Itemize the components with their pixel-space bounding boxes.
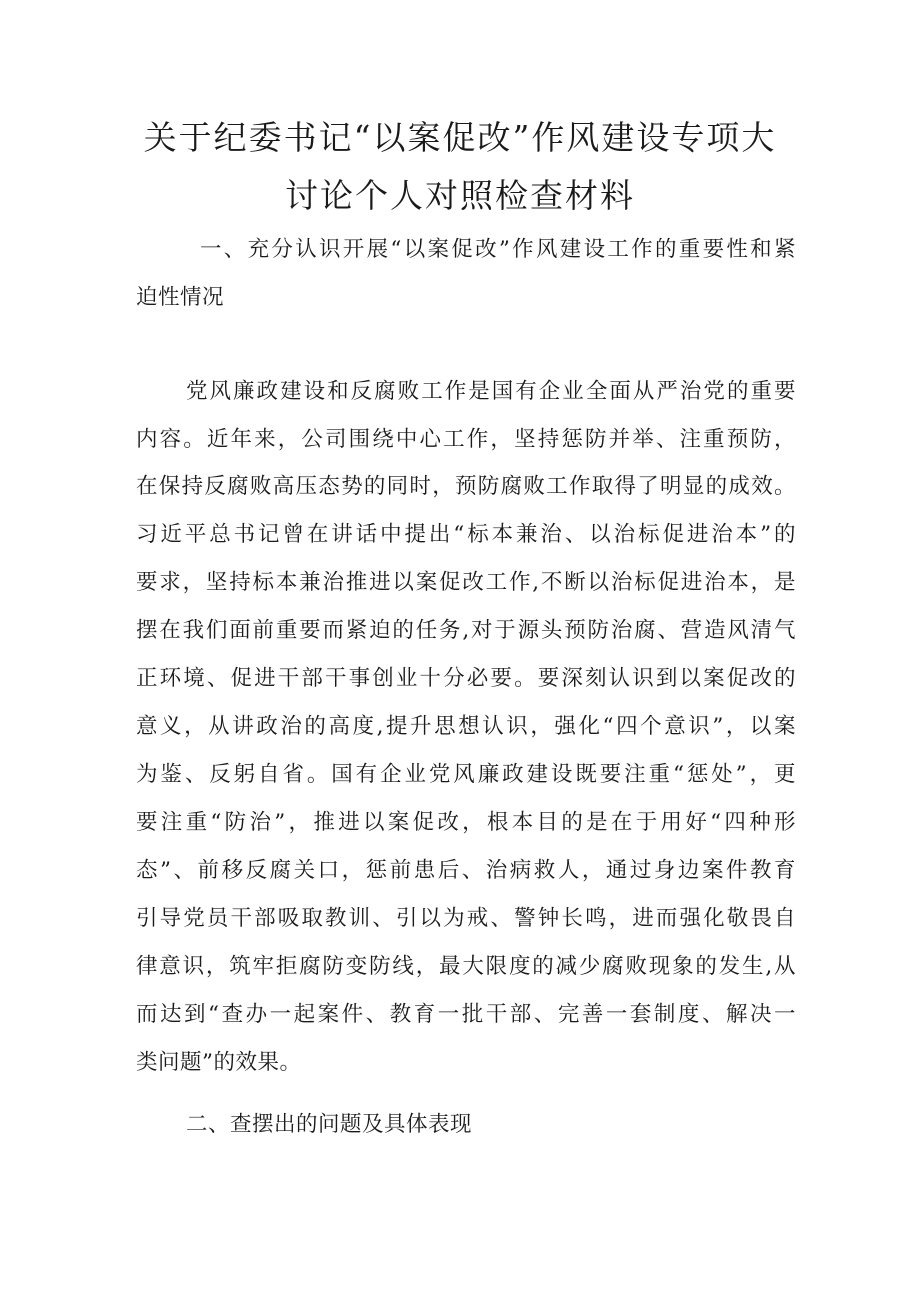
paragraph-line: 而达到“查办一起案件、教育一批干部、完善一套制度、解决一	[136, 1002, 796, 1027]
document-title-line-1: 关于纪委书记“以案促改”作风建设专项大	[143, 118, 777, 157]
paragraph-line: 摆在我们面前重要而紧迫的任务,对于源头预防治腐、营造风清气	[136, 618, 796, 643]
section-2-heading: 二、查摆出的问题及具体表现	[186, 1112, 473, 1137]
paragraph-line: 为鉴、反躬自省。国有企业党风廉政建设既要注重“惩处”，更	[136, 762, 796, 787]
paragraph-line: 律意识，筑牢拒腐防变防线，最大限度的减少腐败现象的发生,从	[136, 954, 796, 979]
paragraph-line: 要求，坚持标本兼治推进以案促改工作,不断以治标促进治本，是	[136, 570, 796, 595]
paragraph-line: 态”、前移反腐关口，惩前患后、治病救人，通过身边案件教育	[136, 858, 796, 883]
document-title-line-2: 讨论个人对照检查材料	[285, 176, 635, 215]
paragraph-line: 党风廉政建设和反腐败工作是国有企业全面从严治党的重要	[186, 379, 796, 404]
paragraph-line: 类问题”的效果。	[136, 1050, 302, 1075]
paragraph-line: 内容。近年来，公司围绕中心工作，坚持惩防并举、注重预防，	[136, 427, 796, 452]
section-1-heading-line-1: 一、充分认识开展“以案促改”作风建设工作的重要性和紧	[200, 237, 796, 262]
paragraph-line: 意义，从讲政治的高度,提升思想认识，强化“四个意识”，以案	[136, 714, 796, 739]
paragraph-line: 引导党员干部吸取教训、引以为戒、警钟长鸣，进而强化敬畏自	[136, 906, 796, 931]
paragraph-line: 在保持反腐败高压态势的同时，预防腐败工作取得了明显的成效。	[136, 474, 796, 499]
paragraph-line: 要注重“防治”，推进以案促改，根本目的是在于用好“四种形	[136, 810, 796, 835]
paragraph-line: 正环境、促进干部干事创业十分必要。要深刻认识到以案促改的	[136, 666, 796, 691]
section-1-heading-line-2: 迫性情况	[136, 285, 225, 310]
paragraph-line: 习近平总书记曾在讲话中提出“标本兼治、以治标促进治本”的	[136, 522, 796, 547]
